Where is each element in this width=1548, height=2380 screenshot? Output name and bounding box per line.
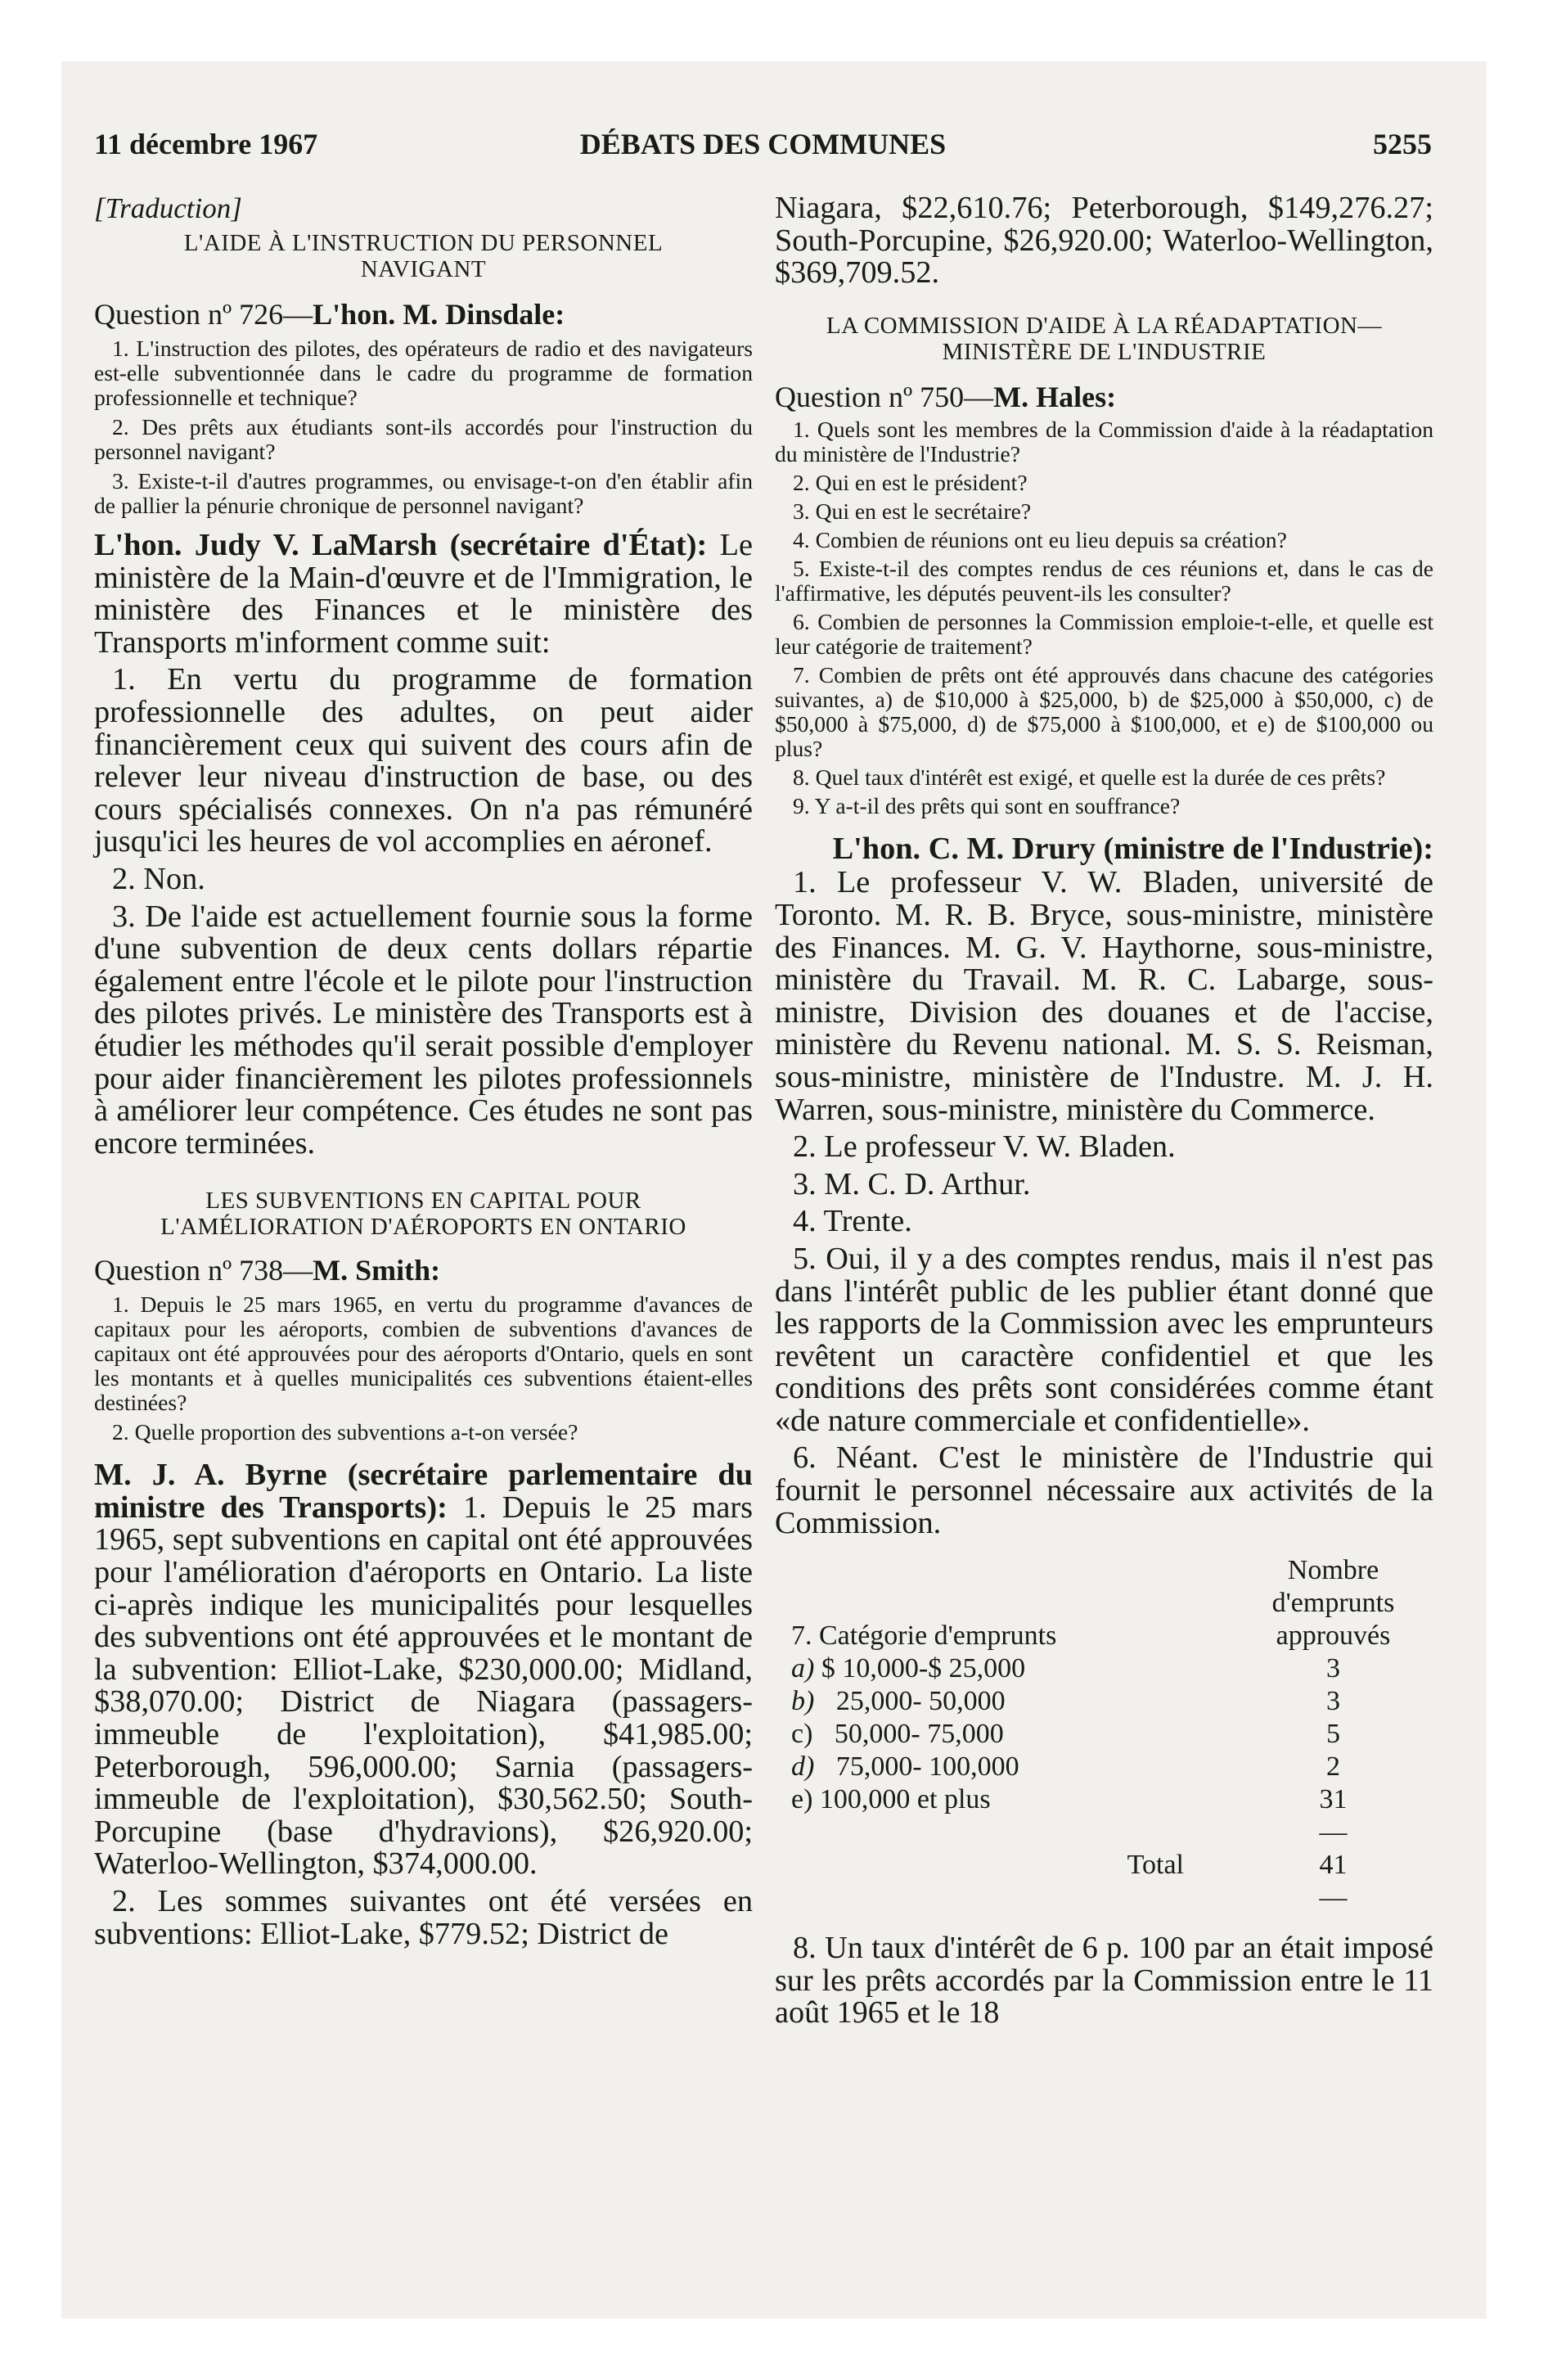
table-header-count-line2: approuvés (1276, 1620, 1391, 1652)
question-item: 2. Des prêts aux étudiants sont-ils accordés pour l'instruction du personnel navigant? (94, 414, 753, 464)
right-column (775, 192, 1433, 2030)
row-label: a) (791, 1653, 815, 1684)
loan-category-table (775, 1554, 1433, 1914)
row-label: b) (791, 1686, 815, 1717)
table-header-row (775, 1554, 1433, 1620)
question-738-items (94, 1292, 753, 1445)
row-count: 5 (1326, 1719, 1340, 1750)
answer-726-speaker: L'hon. Judy V. LaMarsh (secrétaire d'État): (94, 528, 708, 562)
question-738-member: M. Smith: (313, 1254, 441, 1287)
question-750-items (775, 417, 1433, 818)
total-value: 41 (1319, 1850, 1348, 1881)
question-item: 8. Quel taux d'intérêt est exigé, et quelle est la durée de ces prêts? (793, 764, 1386, 790)
header-title: DÉBATS DES COMMUNES (579, 128, 947, 160)
question-750-label: Question nº 750—M. Hales: (775, 380, 1117, 413)
question-726-member: L'hon. M. Dinsdale: (313, 298, 565, 331)
row-count: 3 (1326, 1653, 1340, 1684)
row-label: d) (791, 1751, 815, 1783)
answer-726-intro: L'hon. Judy V. LaMarsh (secrétaire d'État): Le ministère de la Main-d'œuvre et de l'Immigration, le ministère des Finances et le ministère des Transports m'informent comme suit: (94, 528, 754, 660)
running-head (94, 127, 1432, 168)
row-range: 75,000- 100,000 (835, 1751, 1019, 1783)
question-750-member: M. Hales: (993, 380, 1117, 413)
row-range: 50,000- 75,000 (834, 1719, 1004, 1750)
table-rule: — (1319, 1882, 1348, 1913)
answer-750-item-5: 5. Oui, il y a des comptes rendus, mais il n'est pas dans l'intérêt public de les publier étant donné que les rapports de la Commission avec les emprunteurs revêtent un caractère confidentiel et que les conditions des prêts sont considérées comme étant «de nature commerciale et confidentielle». (775, 1241, 1433, 1438)
row-count: 2 (1326, 1751, 1340, 1783)
question-item: 3. Existe-t-il d'autres programmes, ou envisage-t-on d'en établir afin de pallier la pénurie chronique de personnel navigant? (94, 468, 753, 518)
answer-738-speaker: M. J. A. Byrne (secrétaire parlementaire du ministre des Transports): (94, 1458, 753, 1525)
question-738-label: Question nº 738—M. Smith: (94, 1254, 441, 1287)
table-rule-row (775, 1816, 1433, 1849)
question-item: 1. Depuis le 25 mars 1965, en vertu du programme d'avances de capitaux pour les aéroports, combien de subventions d'avances de capitaux ont été approuvées pour des aéroports d'Ontario, quels en sont les montants et à quelles municipalités ces subventions étaient-elles destinées? (94, 1291, 753, 1416)
left-column (94, 192, 753, 1950)
question-item: 9. Y a-t-il des prêts qui sont en souffrance? (793, 792, 1181, 818)
table-row (775, 1751, 1433, 1783)
answer-726-item-1: 1. En vertu du programme de formation professionnelle des adultes, on peut aider financièrement ceux qui suivent des cours afin de relever leur niveau d'instruction de base, ou des cours spécialisés connexes. On n'a pas rémunéré jusqu'ici les heures de vol accomplies en aéronef. (94, 662, 753, 859)
answer-750-item-4: 4. Trente. (793, 1204, 912, 1239)
table-rule: — (1319, 1817, 1348, 1848)
table-header-category: 7. Catégorie d'emprunts (791, 1620, 1057, 1652)
translation-tag: [Traduction] (94, 192, 242, 224)
table-header-count-line1: Nombre d'emprunts (1271, 1555, 1395, 1619)
answer-726-item-3: 3. De l'aide est actuellement fournie sous la forme d'une subvention de deux cents dollars répartie également entre l'école et le pilote pour l'instruction des pilotes privés. Le ministère des Transports est à étudier les méthodes qu'il serait possible d'employer pour aider financièrement les pilotes professionnels à améliorer leur compétence. Ces études ne sont pas encore terminées. (94, 899, 753, 1161)
table-rule-row (775, 1882, 1433, 1914)
question-726-label: Question nº 726—L'hon. M. Dinsdale: (94, 298, 565, 331)
table-header-row (775, 1620, 1433, 1652)
question-item: 7. Combien de prêts ont été approuvés dans chacune des catégories suivantes, a) de $10,000 à $25,000, b) de $25,000 à $50,000, c) de $50,000 à $75,000, d) de $75,000 à $100,000, et e) de $100,000 ou plus? (775, 661, 1433, 761)
row-label: c) (791, 1719, 813, 1750)
table-row (775, 1685, 1433, 1718)
row-range: $ 10,000-$ 25,000 (821, 1653, 1026, 1684)
answer-750-speaker: L'hon. C. M. Drury (ministre de l'Industrie): (832, 831, 1433, 866)
question-item: 6. Combien de personnes la Commission emploie-t-elle, et quelle est leur catégorie de traitement? (775, 608, 1433, 659)
question-item: 2. Quelle proportion des subventions a-t-on versée? (112, 1419, 578, 1445)
row-range: 25,000- 50,000 (835, 1686, 1006, 1717)
question-item: 1. Quels sont les membres de la Commission d'aide à la réadaptation du ministère de l'Industrie? (775, 416, 1433, 467)
answer-750-item-2: 2. Le professeur V. W. Bladen. (793, 1129, 1176, 1165)
section-heading-readaptation: LA COMMISSION D'AIDE À LA RÉADAPTATION—MINISTÈRE DE L'INDUSTRIE (826, 312, 1382, 365)
answer-750-item-1: 1. Le professeur V. W. Bladen, université de Toronto. M. R. B. Bryce, sous-ministre, ministère des Finances. M. G. V. Haythorne, sous-ministre, ministère du Travail. M. R. C. Labarge, sous-ministre, Division des douanes et de l'accise, ministère du Revenu national. M. S. S. Reisman, sous-ministre, ministère de l'Industre. M. J. H. Warren, sous-ministre, ministère du Commerce. (775, 865, 1433, 1127)
row-count: 31 (1319, 1784, 1348, 1815)
table-row (775, 1718, 1433, 1751)
total-label: Total (1127, 1850, 1184, 1881)
answer-750-item-3: 3. M. C. D. Arthur. (793, 1166, 1031, 1201)
row-range: 100,000 et plus (819, 1784, 991, 1815)
section-heading-pilot-training: L'AIDE À L'INSTRUCTION DU PERSONNEL NAVIGANT (183, 230, 664, 282)
answer-738-p1: M. J. A. Byrne (secrétaire parlementaire du ministre des Transports): 1. Depuis le 25 mars 1965, sept subventions en capital ont été approuvées pour l'amélioration d'aéroports en Ontario. La liste ci-après indique les municipalités pour lesquelles des subventions ont été approuvées et le montant de la subvention: Elliot-Lake, $230,000.00; Midland, $38,070.00; District de Niagara (passagers-immeuble de l'exploitation), $41,985.00; Peterborough, 596,000.00; Sarnia (passagers-immeuble de l'exploitation), $30,562.50; South-Porcupine (base d'hydravions), $26,920.00; Waterloo-Wellington, $374,000.00. (94, 1458, 754, 1882)
table-row (775, 1783, 1433, 1816)
question-item: 3. Qui en est le secrétaire? (793, 498, 1032, 524)
question-item: 4. Combien de réunions ont eu lieu depuis sa création? (793, 526, 1287, 552)
row-label: e) (791, 1784, 813, 1815)
question-726-items (94, 336, 753, 518)
table-total-row (775, 1849, 1433, 1882)
row-count: 3 (1326, 1686, 1340, 1717)
answer-726-item-2: 2. Non. (112, 861, 205, 896)
table-row (775, 1652, 1433, 1685)
question-item: 2. Qui en est le président? (793, 469, 1028, 495)
answer-738-p2: 2. Les sommes suivantes ont été versées en subventions: Elliot-Lake, $779.52; District de (94, 1884, 753, 1951)
question-item: 5. Existe-t-il des comptes rendus de ces réunions et, dans le cas de l'affirmative, les députés peuvent-ils les consulter? (775, 555, 1433, 606)
page-number: 5255 (1373, 128, 1432, 160)
answer-750-item-8: 8. Un taux d'intérêt de 6 p. 100 par an était imposé sur les prêts accordés par la Commission entre le 11 août 1965 et le 18 (775, 1931, 1433, 2031)
continuation-text: Niagara, $22,610.76; Peterborough, $149,276.27; South-Porcupine, $26,920.00; Waterloo-Wellington, $369,709.52. (775, 191, 1433, 291)
header-date: 11 décembre 1967 (94, 128, 318, 160)
answer-750-item-6: 6. Néant. C'est le ministère de l'Industrie qui fournit le personnel nécessaire aux activités de la Commission. (775, 1440, 1433, 1540)
question-item: 1. L'instruction des pilotes, des opérateurs de radio et des navigateurs est-elle subventionnée dans le cadre du programme de formation professionnelle et technique? (94, 336, 753, 410)
section-heading-airport-grants: LES SUBVENTIONS EN CAPITAL POUR L'AMÉLIORATION D'AÉROPORTS EN ONTARIO (160, 1188, 686, 1241)
